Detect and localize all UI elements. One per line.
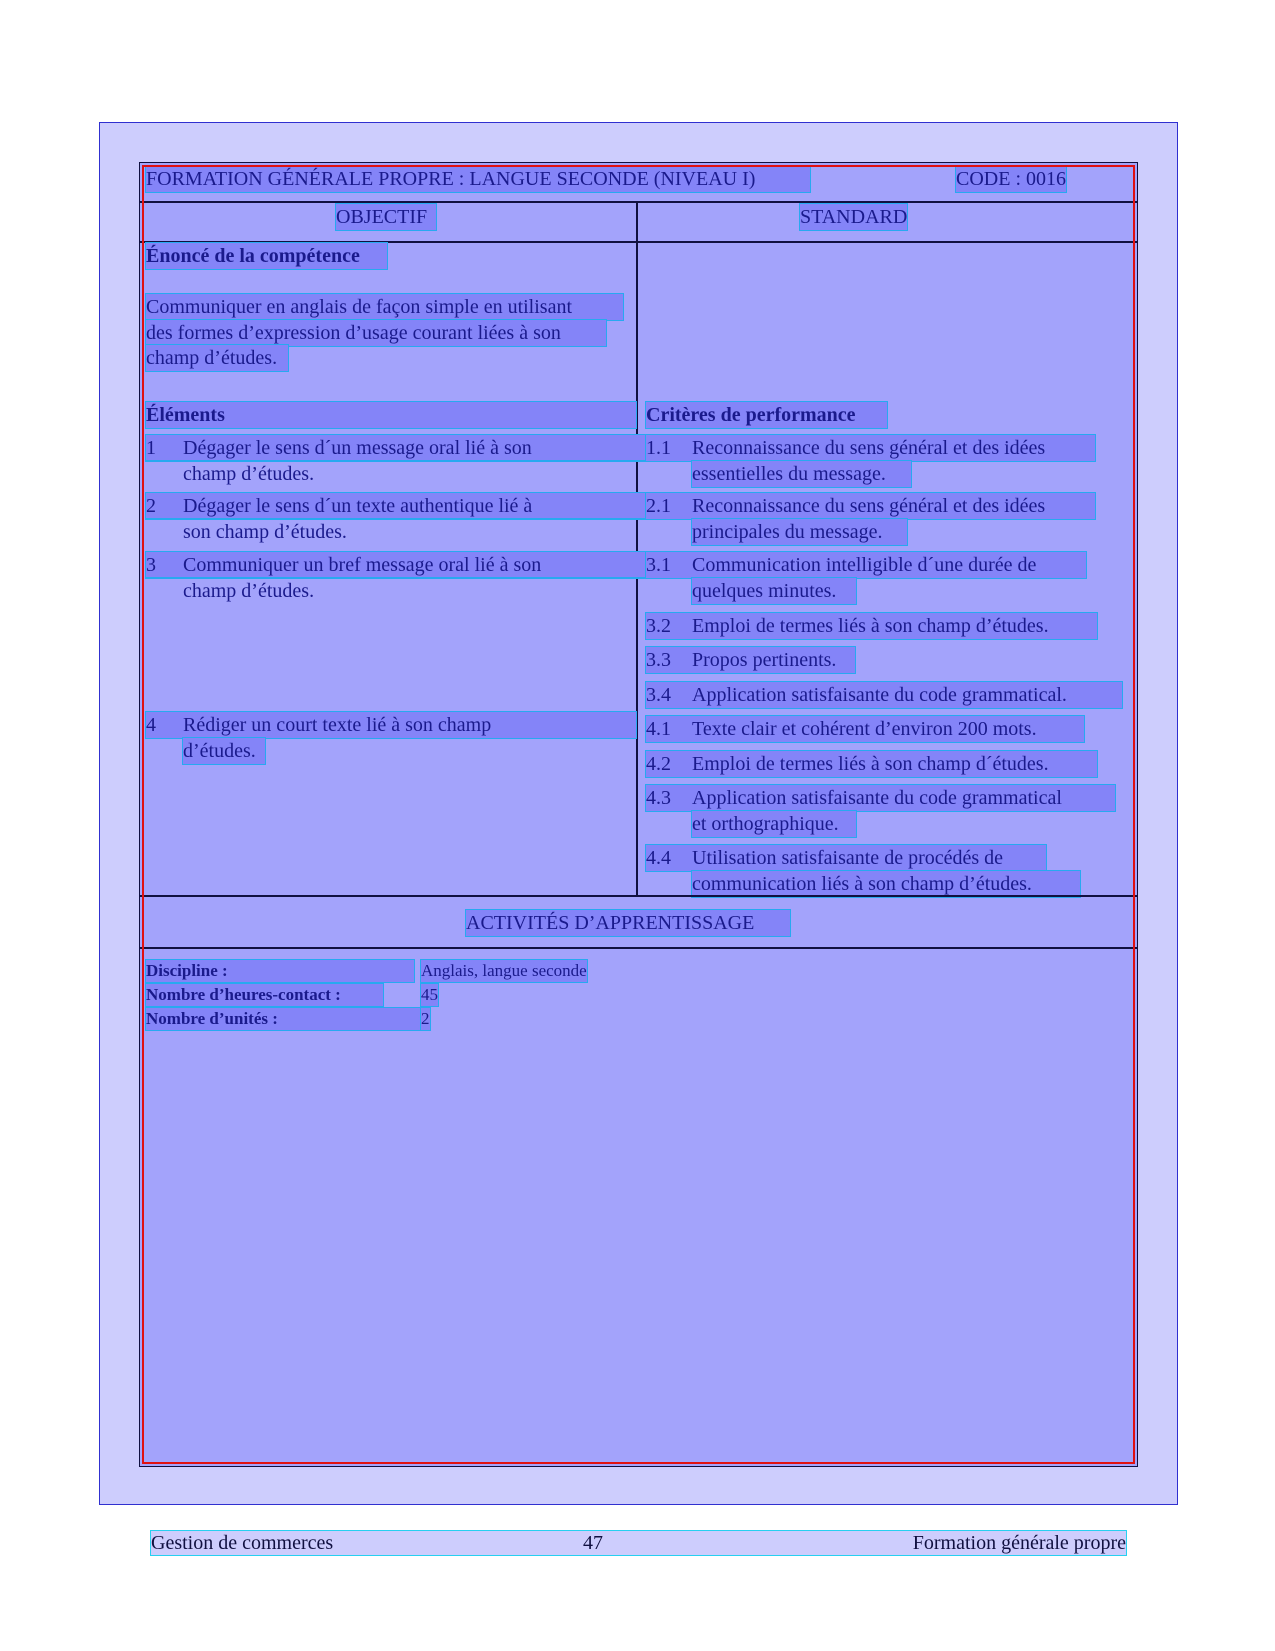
- heures-label: Nombre d’heures-contact :: [146, 984, 383, 1006]
- table-title: FORMATION GÉNÉRALE PROPRE : LANGUE SECONDE (NIVEAU I): [146, 166, 810, 192]
- enonce-heading: Énoncé de la compétence: [146, 243, 387, 269]
- element-item: 2 Dégager le sens d´un texte authentique lié à: [146, 493, 666, 519]
- page-footer: [151, 1531, 1126, 1555]
- critere-item: 4.1 Texte clair et cohérent d’environ 200 mots.: [646, 716, 1084, 742]
- discipline-value: Anglais, langue seconde: [421, 961, 587, 980]
- code-label: CODE : 0016: [956, 168, 1066, 190]
- competence-table: FORMATION GÉNÉRALE PROPRE : LANGUE SECONDE (NIVEAU I) CODE : 0016 OBJECTIF STANDARD Énoncé de la compétence Communiquer en anglais de façon simple en utilisant des formes d’expression d’usage courant liées à son champ d’études. Éléments Critères de performance 1 Dégager le sens d´un message oral lié à son champ d’études. 2 Dégager le sens d´un texte authentique lié à son champ d’études. 3 Communiquer un bref message oral lié à son champ d’études. 4 Rédiger un court texte lié à son champ d’études. 1.1 Reconnaissance du sens général et des idées essentielles du message. 2.1 Reconnaissance du sens général et des idées principales du message. 3.1 Communication intelligible d´une durée de quelques minutes. 3.2 Emploi de termes liés à son champ d’études. 3.3 Propos pertinents. 3.4 Application satisfaisante du code grammatical. 4.1 Texte clair et cohérent d’environ 200 mots. 4.2 Emploi de termes liés à son champ d´études. 4.3 Application satisfaisante du code grammatical et orthographique. 4.4 Utilisation satisfaisante de procédés de communication liés à son champ d’études. ACTIVITÉS D’APPRENTISSAGE Discipline : Anglais, langue seconde Nombre d’heures-contact : 45 Nombre d’unités : 2: [139, 162, 1138, 1467]
- heures-value: 45: [421, 985, 438, 1004]
- critere-item-cont: et orthographique.: [692, 811, 856, 837]
- column-objectif: OBJECTIF: [336, 204, 436, 230]
- element-item: 4 Rédiger un court texte lié à son champ: [146, 712, 636, 738]
- divider: [140, 201, 1137, 203]
- unites-value: 2: [421, 1009, 430, 1028]
- critere-item: 4.2 Emploi de termes liés à son champ d´études.: [646, 751, 1097, 777]
- element-item: 1 Dégager le sens d´un message oral lié à son: [146, 435, 666, 461]
- critere-item: 3.1 Communication intelligible d´une durée de: [646, 552, 1086, 578]
- enonce-line: champ d’études.: [146, 345, 288, 371]
- critere-item: 4.4 Utilisation satisfaisante de procédés de: [646, 845, 1046, 871]
- footer-section: Formation générale propre: [912, 1532, 1126, 1554]
- discipline-label: Discipline :: [146, 960, 414, 982]
- activites-heading: ACTIVITÉS D’APPRENTISSAGE: [466, 910, 790, 936]
- critere-item: 3.4 Application satisfaisante du code grammatical.: [646, 682, 1122, 708]
- footer-program: Gestion de commerces: [151, 1532, 334, 1554]
- critere-item-cont: communication liés à son champ d’études.: [692, 871, 1080, 897]
- column-standard: STANDARD: [800, 206, 908, 228]
- critere-item: 4.3 Application satisfaisante du code grammatical: [646, 785, 1115, 811]
- critere-item: 2.1 Reconnaissance du sens général et des idées: [646, 493, 1095, 519]
- critere-item-cont: principales du message.: [692, 519, 907, 545]
- divider: [140, 947, 1137, 949]
- unites-label: Nombre d’unités :: [146, 1008, 420, 1030]
- page-number: 47: [583, 1532, 603, 1554]
- critere-item-cont: essentielles du message.: [692, 461, 911, 487]
- critere-item: 1.1 Reconnaissance du sens général et des idées: [646, 435, 1095, 461]
- critere-item: 3.3 Propos pertinents.: [646, 647, 855, 673]
- element-item-cont: d’études.: [183, 738, 265, 764]
- column-divider: [636, 201, 638, 895]
- critere-item: 3.2 Emploi de termes liés à son champ d’études.: [646, 613, 1097, 639]
- enonce-line: Communiquer en anglais de façon simple en utilisant: [146, 294, 623, 320]
- elements-heading: Éléments: [146, 402, 636, 428]
- criteres-heading: Critères de performance: [646, 402, 887, 428]
- critere-item-cont: quelques minutes.: [692, 578, 856, 604]
- enonce-line: des formes d’expression d’usage courant liées à son: [146, 320, 606, 346]
- element-item: 3 Communiquer un bref message oral lié à son: [146, 552, 666, 578]
- divider: [140, 895, 1137, 897]
